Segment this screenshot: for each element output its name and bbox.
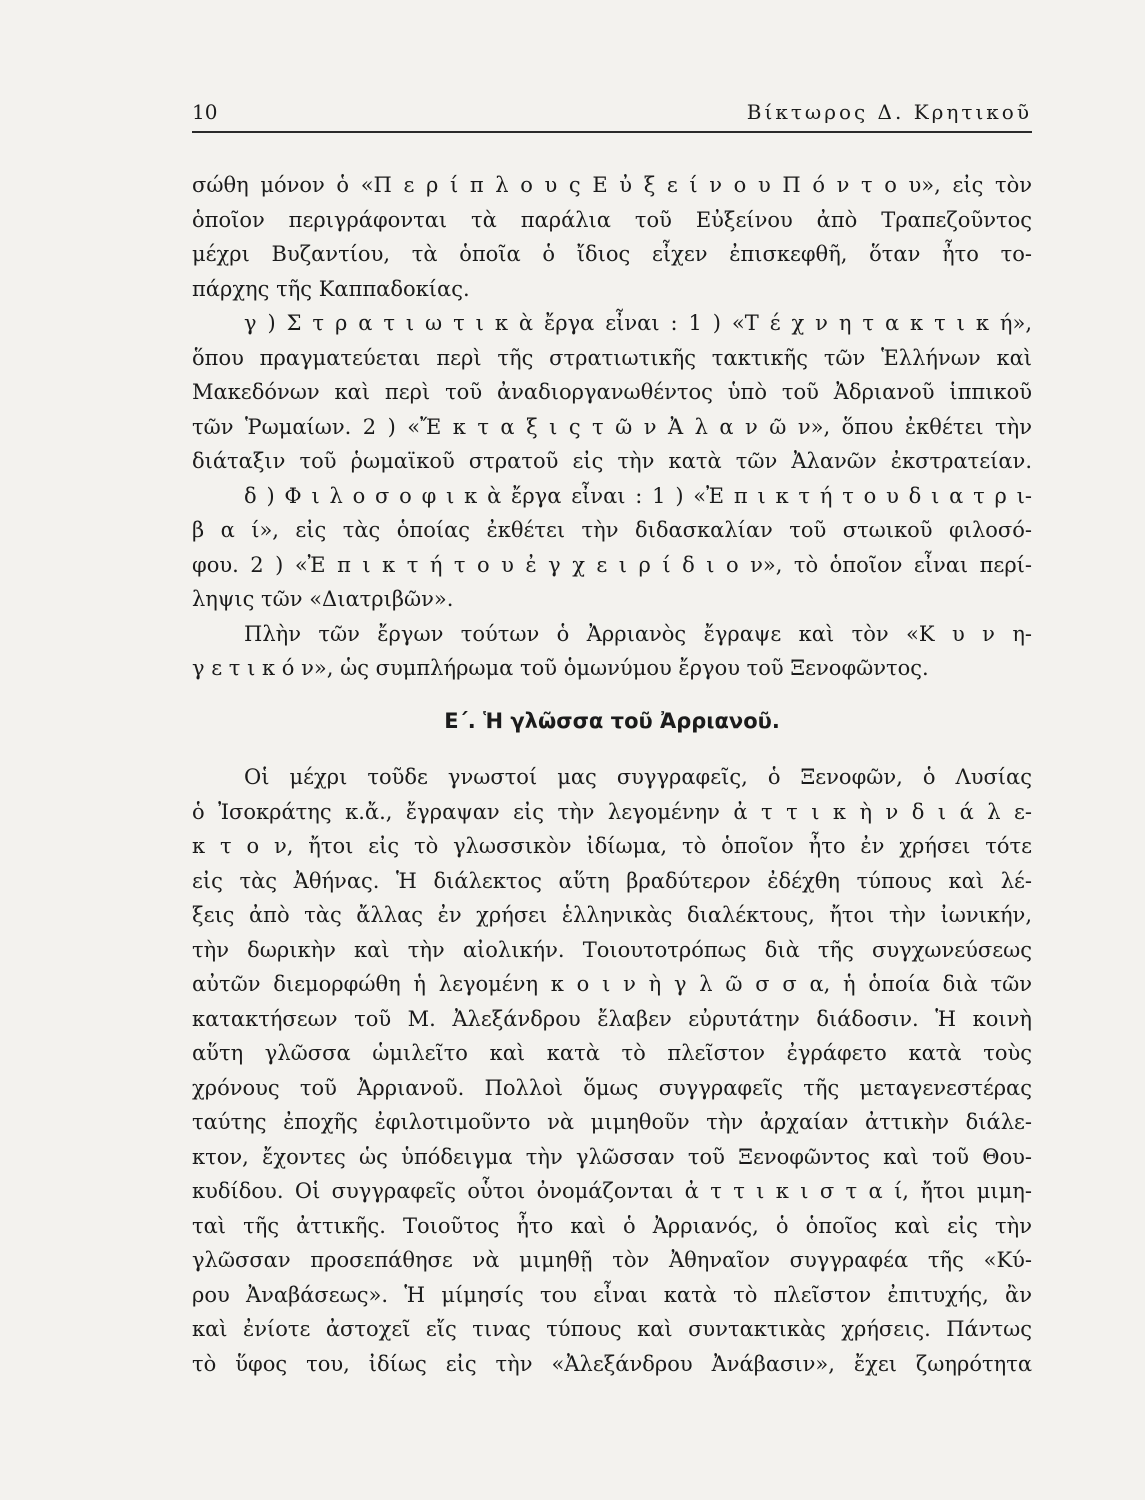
text-line: ταὶ τῆς ἀττικῆς. Τοιοῦτος ἦτο καὶ ὁ Ἀρριανός, ὁ ὁποῖος καὶ εἰς τὴν	[192, 1213, 1032, 1238]
text-line: ταύτης ἐποχῆς ἐφιλοτιμοῦντο νὰ μιμηθοῦν τὴν ἀρχαίαν ἀττικὴν διάλε-	[192, 1110, 1032, 1134]
page-number: 10	[192, 100, 218, 124]
text-line: τῶν Ῥωμαίων. 2 ) «Ἔ κ τ α ξ ι ς τ ῶ ν Ἀ λ α ν ῶ ν», ὅπου ἐκθέτει τὴν	[192, 414, 1032, 439]
text-line: φου. 2 ) «Ἐ π ι κ τ ή τ ο υ ἐ γ χ ε ι ρ ί δ ι ο ν», τὸ ὁποῖον εἶναι περί-	[192, 552, 1032, 577]
header-rule	[192, 131, 1032, 133]
text-line: ὁ Ἰσοκράτης κ.ἄ., ἔγραψαν εἰς τὴν λεγομένην ἀ τ τ ι κ ὴ ν δ ι ά λ ε-	[192, 799, 1032, 824]
text-line: καὶ ἐνίοτε ἀστοχεῖ εἴς τινας τύπους καὶ συντακτικὰς χρήσεις. Πάντως	[192, 1317, 1032, 1341]
text-line: διάταξιν τοῦ ῥωμαϊκοῦ στρατοῦ εἰς τὴν κατὰ τῶν Ἀλανῶν ἐκστρατείαν.	[192, 449, 1032, 473]
text-line: κατακτήσεων τοῦ Μ. Ἀλεξάνδρου ἔλαβεν εὐρυτάτην διάδοσιν. Ἡ κοινὴ	[192, 1006, 1032, 1031]
page-header	[192, 100, 1032, 134]
text-line: ληψις τῶν «Διατριβῶν».	[192, 587, 454, 611]
text-line: γ ε τ ι κ ό ν», ὡς συμπλήρωμα τοῦ ὁμωνύμου ἔργου τοῦ Ξενοφῶντος.	[192, 656, 929, 680]
text-line: τὸ ὕφος του, ἰδίως εἰς τὴν «Ἀλεξάνδρου Ἀνάβασιν», ἔχει ζωηρότητα	[192, 1351, 1032, 1376]
text-line: πάρχης τῆς Καππαδοκίας.	[192, 276, 470, 301]
text-line: ὅπου πραγματεύεται περὶ τῆς στρατιωτικῆς τακτικῆς τῶν Ἑλλήνων καὶ	[192, 345, 1032, 370]
text-line: ξεις ἀπὸ τὰς ἄλλας ἐν χρήσει ἑλληνικὰς διαλέκτους, ἤτοι τὴν ἰωνικήν,	[192, 903, 1032, 927]
text-line: δ ) Φ ι λ ο σ ο φ ι κ ὰ ἔργα εἶναι : 1 ) «Ἐ π ι κ τ ή τ ο υ δ ι α τ ρ ι-	[244, 483, 1032, 508]
text-line: β α ί», εἰς τὰς ὁποίας ἐκθέτει τὴν διδασκαλίαν τοῦ στωικοῦ φιλοσό-	[192, 518, 1032, 542]
text-line: γλῶσσαν προσεπάθησε νὰ μιμηθῇ τὸν Ἀθηναῖον συγγραφέα τῆς «Κύ-	[192, 1248, 1032, 1272]
text-line: ρου Ἀναβάσεως». Ἡ μίμησίς του εἶναι κατὰ τὸ πλεῖστον ἐπιτυχής, ἂν	[192, 1282, 1032, 1307]
text-line: κτον, ἔχοντες ὡς ὑπόδειγμα τὴν γλῶσσαν τοῦ Ξενοφῶντος καὶ τοῦ Θου-	[192, 1144, 1032, 1169]
text-line: αὕτη γλῶσσα ὡμιλεῖτο καὶ κατὰ τὸ πλεῖστον ἐγράφετο κατὰ τοὺς	[192, 1041, 1032, 1065]
text-line: τὴν δωρικὴν καὶ τὴν αἰολικήν. Τοιουτοτρόπως διὰ τῆς συγχωνεύσεως	[192, 937, 1032, 962]
running-title: Βίκτωρος Δ. Κρητικοῦ	[746, 100, 1032, 124]
text-line: ὁποῖον περιγράφονται τὰ παράλια τοῦ Εὐξείνου ἀπὸ Τραπεζοῦντος	[192, 207, 1032, 232]
section-heading: Ε΄. Ἡ γλῶσσα τοῦ Ἀρριανοῦ.	[444, 708, 780, 733]
text-line: κυδίδου. Οἱ συγγραφεῖς οὗτοι ὀνομάζονται ἀ τ τ ι κ ι σ τ α ί, ἤτοι μιμη-	[192, 1179, 1032, 1203]
text-line: κ τ ο ν, ἤτοι εἰς τὸ γλωσσικὸν ἰδίωμα, τὸ ὁποῖον ἦτο ἐν χρήσει τότε	[192, 834, 1032, 858]
text-line: Οἱ μέχρι τοῦδε γνωστοί μας συγγραφεῖς, ὁ Ξενοφῶν, ὁ Λυσίας	[244, 765, 1032, 789]
text-line: σώθη μόνον ὁ «Π ε ρ ί π λ ο υ ς Ε ὐ ξ ε ί ν ο υ Π ό ν τ ο υ», εἰς τὸν	[192, 173, 1032, 197]
text-line: χρόνους τοῦ Ἀρριανοῦ. Πολλοὶ ὅμως συγγραφεῖς τῆς μεταγενεστέρας	[192, 1075, 1032, 1100]
text-line: γ ) Σ τ ρ α τ ι ω τ ι κ ὰ ἔργα εἶναι : 1 ) «Τ έ χ ν η τ α κ τ ι κ ή»,	[244, 311, 1032, 335]
body-text	[192, 168, 1032, 1381]
text-line: εἰς τὰς Ἀθήνας. Ἡ διάλεκτος αὕτη βραδύτερον ἐδέχθη τύπους καὶ λέ-	[192, 868, 1032, 893]
text-line: αὐτῶν διεμορφώθη ἡ λεγομένη κ ο ι ν ὴ γ λ ῶ σ σ α, ἡ ὁποία διὰ τῶν	[192, 972, 1032, 996]
text-line: μέχρι Βυζαντίου, τὰ ὁποῖα ὁ ἴδιος εἶχεν ἐπισκεφθῆ, ὅταν ἦτο το-	[192, 242, 1032, 266]
text-line: Πλὴν τῶν ἔργων τούτων ὁ Ἀρριανὸς ἔγραψε καὶ τὸν «Κ υ ν η-	[244, 621, 1032, 646]
text-line: Μακεδόνων καὶ περὶ τοῦ ἀναδιοργανωθέντος ὑπὸ τοῦ Ἀδριανοῦ ἱππικοῦ	[192, 380, 1032, 404]
